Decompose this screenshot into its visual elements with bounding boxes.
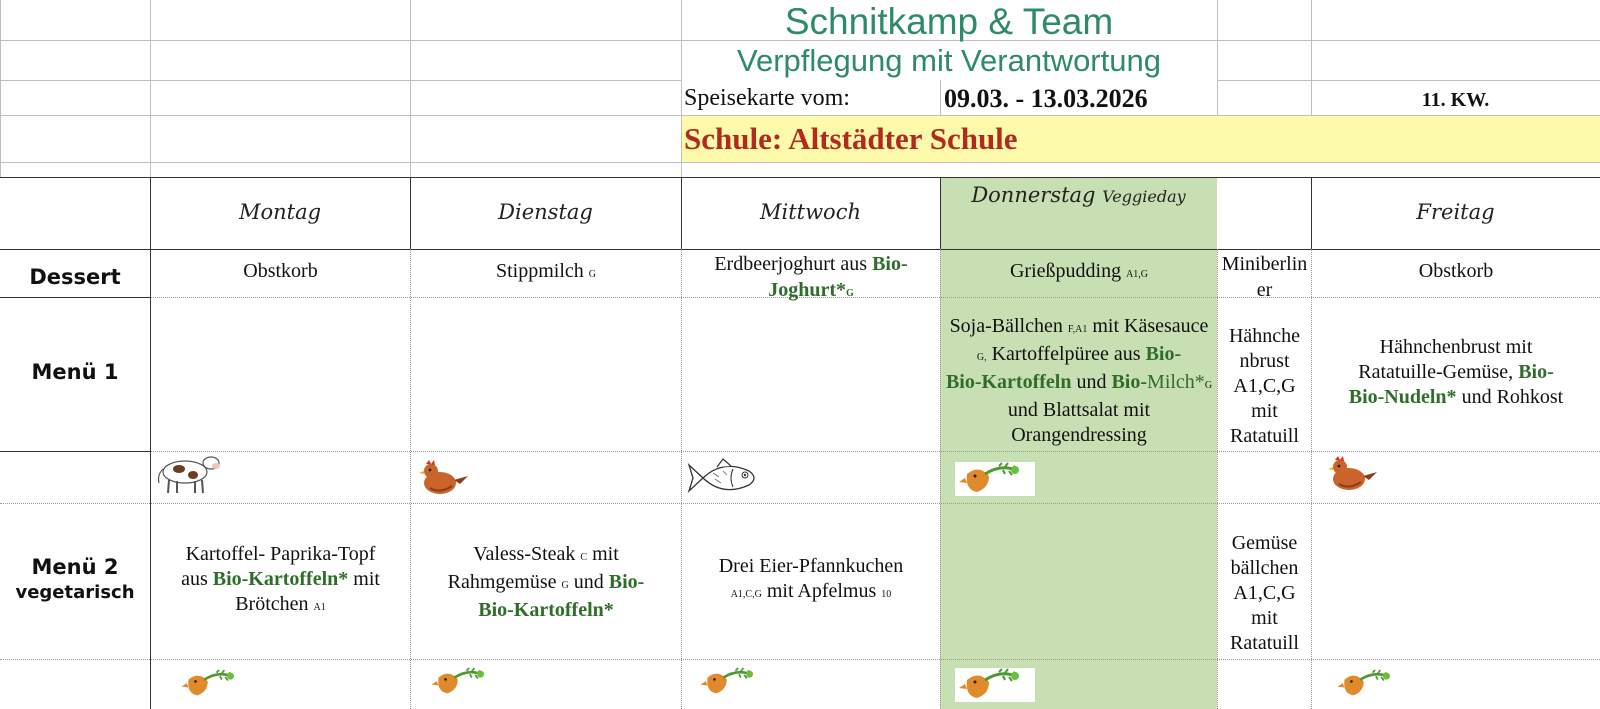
vegetarian-icon xyxy=(955,462,1035,496)
day-friday: Freitag xyxy=(1416,200,1495,224)
row-label-menu1: Menü 1 xyxy=(31,360,119,384)
dessert-extra: Miniberliner xyxy=(1221,253,1308,301)
dessert-tuesday: Stippmilch G xyxy=(495,260,597,282)
day-wednesday: Mittwoch xyxy=(759,200,861,224)
menu1-thursday: Soja-Bällchen F,A1 mit Käsesauce G, Kartoffelpüree aus Bio- Bio-Kartoffeln und Bio-Milch*G und Blattsalat mit Orangendressing xyxy=(945,315,1213,446)
dessert-thursday: Grießpudding A1,G xyxy=(1009,260,1149,282)
dessert-wednesday: Erdbeerjoghurt aus Bio-Joghurt*G xyxy=(714,253,908,301)
day-thursday xyxy=(940,183,1217,207)
menu2-extra: Gemüse bällchen A1,C,G mit Ratatuill xyxy=(1230,532,1299,654)
date-range: 09.03. - 13.03.2026 xyxy=(944,84,1148,113)
vegetarian-icon xyxy=(428,666,498,698)
cow-icon xyxy=(155,447,223,497)
dessert-friday: Obstkorb xyxy=(1418,260,1494,282)
chicken-icon xyxy=(1323,454,1379,494)
vegetarian-icon xyxy=(178,668,248,700)
vegetarian-icon xyxy=(1334,668,1404,700)
day-thursday-label: Donnerstag xyxy=(971,183,1096,207)
fish-icon xyxy=(687,455,763,501)
menu1-friday: Hähnchenbrust mit Ratatuille-Gemüse, Bio- Bio-Nudeln* und Rohkost xyxy=(1348,336,1564,408)
vegetarian-icon xyxy=(697,666,767,698)
menu2-tuesday: Valess-Steak C mit Rahmgemüse G und Bio- Bio-Kartoffeln* xyxy=(447,543,645,621)
dessert-monday: Obstkorb xyxy=(243,260,318,282)
company-name: Schnitkamp & Team xyxy=(784,1,1114,42)
veggieday-note: Veggieday xyxy=(1102,187,1186,206)
menu2-subtitle: vegetarisch xyxy=(15,582,135,603)
vegetarian-icon xyxy=(955,668,1035,702)
week-number: 11. KW. xyxy=(1421,89,1490,111)
school-name: Schule: Altstädter Schule xyxy=(684,121,1018,156)
company-slogan: Verpflegung mit Verantwortung xyxy=(737,43,1161,78)
chicken-icon xyxy=(414,458,470,498)
menu2-monday: Kartoffel- Paprika-Topf aus Bio-Kartoffeln* mit Brötchen A1 xyxy=(181,543,380,615)
menu1-extra: Hähnche nbrust A1,C,G mit Ratatuill xyxy=(1228,325,1301,447)
menu2-wednesday: Drei Eier-Pfannkuchen A1,C,G mit Apfelmus 10 xyxy=(718,555,904,602)
row-label-dessert: Dessert xyxy=(29,265,121,289)
row-label-menu2 xyxy=(0,554,150,606)
menu-label: Speisekarte vom: xyxy=(684,85,850,111)
day-tuesday: Dienstag xyxy=(498,200,593,224)
menu2-title: Menü 2 xyxy=(31,555,119,579)
day-monday: Montag xyxy=(238,200,322,224)
